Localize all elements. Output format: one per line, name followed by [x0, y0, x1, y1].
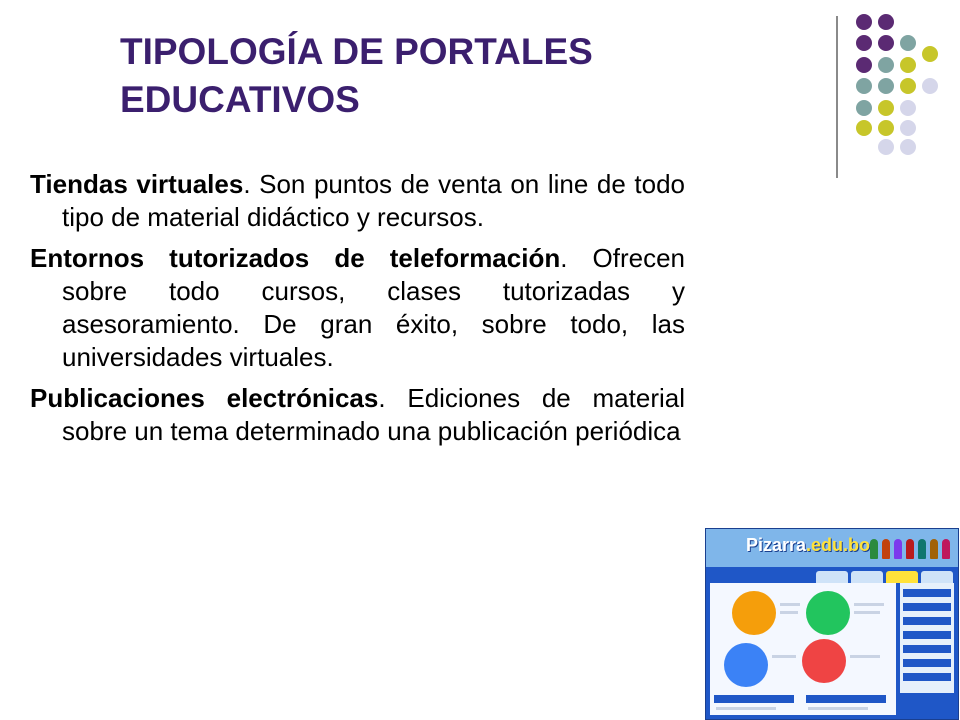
slide-title: TIPOLOGÍA DE PORTALES EDUCATIVOS: [120, 31, 593, 120]
item-text: . Ediciones de material sobre un tema determinado una publicación periódica: [62, 383, 685, 446]
divider-line: [836, 16, 838, 178]
list-item: [30, 168, 685, 234]
list-item: [30, 242, 685, 374]
item-term: Entornos tutorizados de teleformación: [30, 243, 561, 273]
kids-illustration: [866, 535, 954, 561]
thumbnail-header: [706, 529, 958, 567]
slide-body: [30, 168, 685, 456]
item-term: Tiendas virtuales: [30, 169, 244, 199]
item-text: . Ofrecen sobre todo cursos, clases tutorizadas y asesoramiento. De gran éxito, sobre todo, las universidades virtuales.: [62, 243, 685, 372]
list-item: [30, 382, 685, 448]
thumbnail-logo: Pizarra.edu.bo: [746, 535, 871, 555]
thumbnail-content: [710, 583, 896, 715]
item-text: . Son puntos de venta on line de todo tipo de material didáctico y recursos.: [62, 169, 685, 232]
thumbnail-tabs: [816, 571, 956, 583]
item-term: Publicaciones electrónicas: [30, 383, 379, 413]
thumbnail-sidebar: [900, 583, 954, 693]
website-screenshot-thumbnail: [705, 528, 959, 720]
